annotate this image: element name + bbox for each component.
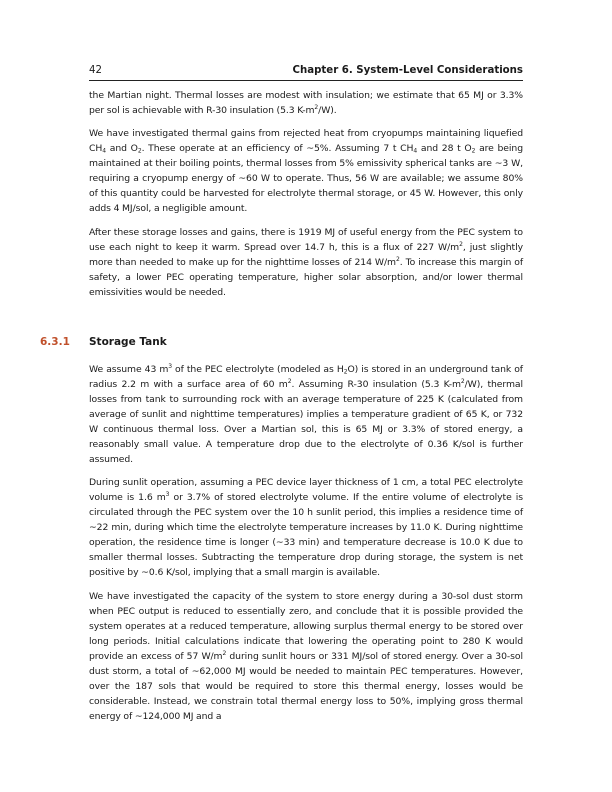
running-header: [89, 63, 523, 81]
paragraph-sunlit-operation: During sunlit operation, assuming a PEC device layer thickness of 1 cm, a total PEC electrolyte volume is 1.6 $m^3$ or 3.7% of stored electrolyte volume. If the entire volume of electrolyte is circulated through the PEC system over the 10 h sunlit period, this implies a residence time of ~22 min, during which time the electrolyte temperature increases by 11.0 K. During nighttime operation, the residence time is longer (~33 min) and temperature decrease is 10.0 K due to smaller thermal losses. Subtracting the temperature drop during storage, the system is net positive by ~0.6 K/sol, implying that a small margin is available.: [89, 477, 523, 579]
body-text-top: [89, 88, 523, 308]
page-number: 42: [89, 65, 102, 76]
paragraph-martian-night: the Martian night. Thermal losses are modest with insulation; we estimate that 65 MJ or 3.3% per sol is achievable with R-30 insulation (5.3 $K-m^2/W$).: [89, 90, 523, 116]
body-text-storage-tank: [89, 362, 523, 732]
paragraph-tank-losses: We assume 43 $m^3$ of the PEC electrolyte (modeled as $H_2O$) is stored in an underground tank of radius 2.2 m with a surface area of 60 $m^2$. Assuming R-30 insulation (5.3 $K-m^2/W$), thermal losses from tank to surrounding rock with an average temperature of 225 K (calculated from average of sunlit and nighttime temperatures) implies a temperature gradient of 65 K, or 732 W continuous thermal loss. Over a Martian sol, this is 65 MJ or 3.3% of stored energy, a reasonably small value. A temperature drop due to the electrolyte of 0.36 K/sol is further assumed.: [89, 363, 523, 465]
paragraph-cryopumps: We have investigated thermal gains from rejected heat from cryopumps maintaining liquefied $CH_4$ and $O_2$. These operate at an efficiency of ~5%. Assuming 7 t $CH_4$ and 28 t $O_2$ are being maintained at their boiling points, thermal losses from 5% emissivity spherical tanks are ~3 W, requiring a cryopump energy of ~60 W to operate. Thus, 56 W are available; we assume 80% of this quantity could be harvested for electrolyte thermal storage, or 45 W. However, this only adds 4 MJ/sol, a negligible amount.: [89, 128, 523, 215]
chapter-title: Chapter 6. System-Level Considerations: [292, 65, 523, 76]
section-heading: [40, 336, 167, 348]
section-title: Storage Tank: [89, 336, 167, 348]
paragraph-useful-energy: After these storage losses and gains, there is 1919 MJ of useful energy from the PEC system to use each night to keep it warm. Spread over 14.7 h, this is a flux of 227 $W/m^2$, just slightly more than needed to make up for the nighttime losses of 214 $W/m^2$. To increase this margin of safety, a lower PEC operating temperature, higher solar absorption, and/or lower thermal emissivities would be needed.: [89, 226, 524, 298]
section-number: 6.3.1: [40, 336, 70, 348]
paragraph-dust-storm: We have investigated the capacity of the system to store energy during a 30-sol dust storm when PEC output is reduced to essentially zero, and conclude that it is possible provided the system operates at a reduced temperature, allowing surplus thermal energy to be stored over long periods. Initial calculations indicate that lowering the operating point to 280 K would provide an excess of 57 $W/m^2$ during sunlit hours or 331 MJ/sol of stored energy. Over a 30-sol dust storm, a total of ~62,000 MJ would be needed to maintain PEC temperatures. However, over the 187 sols that would be required to store this thermal energy, losses would be considerable. Instead, we constrain total thermal energy loss to 50%, implying gross thermal energy of ~124,000 MJ and a: [89, 590, 523, 722]
